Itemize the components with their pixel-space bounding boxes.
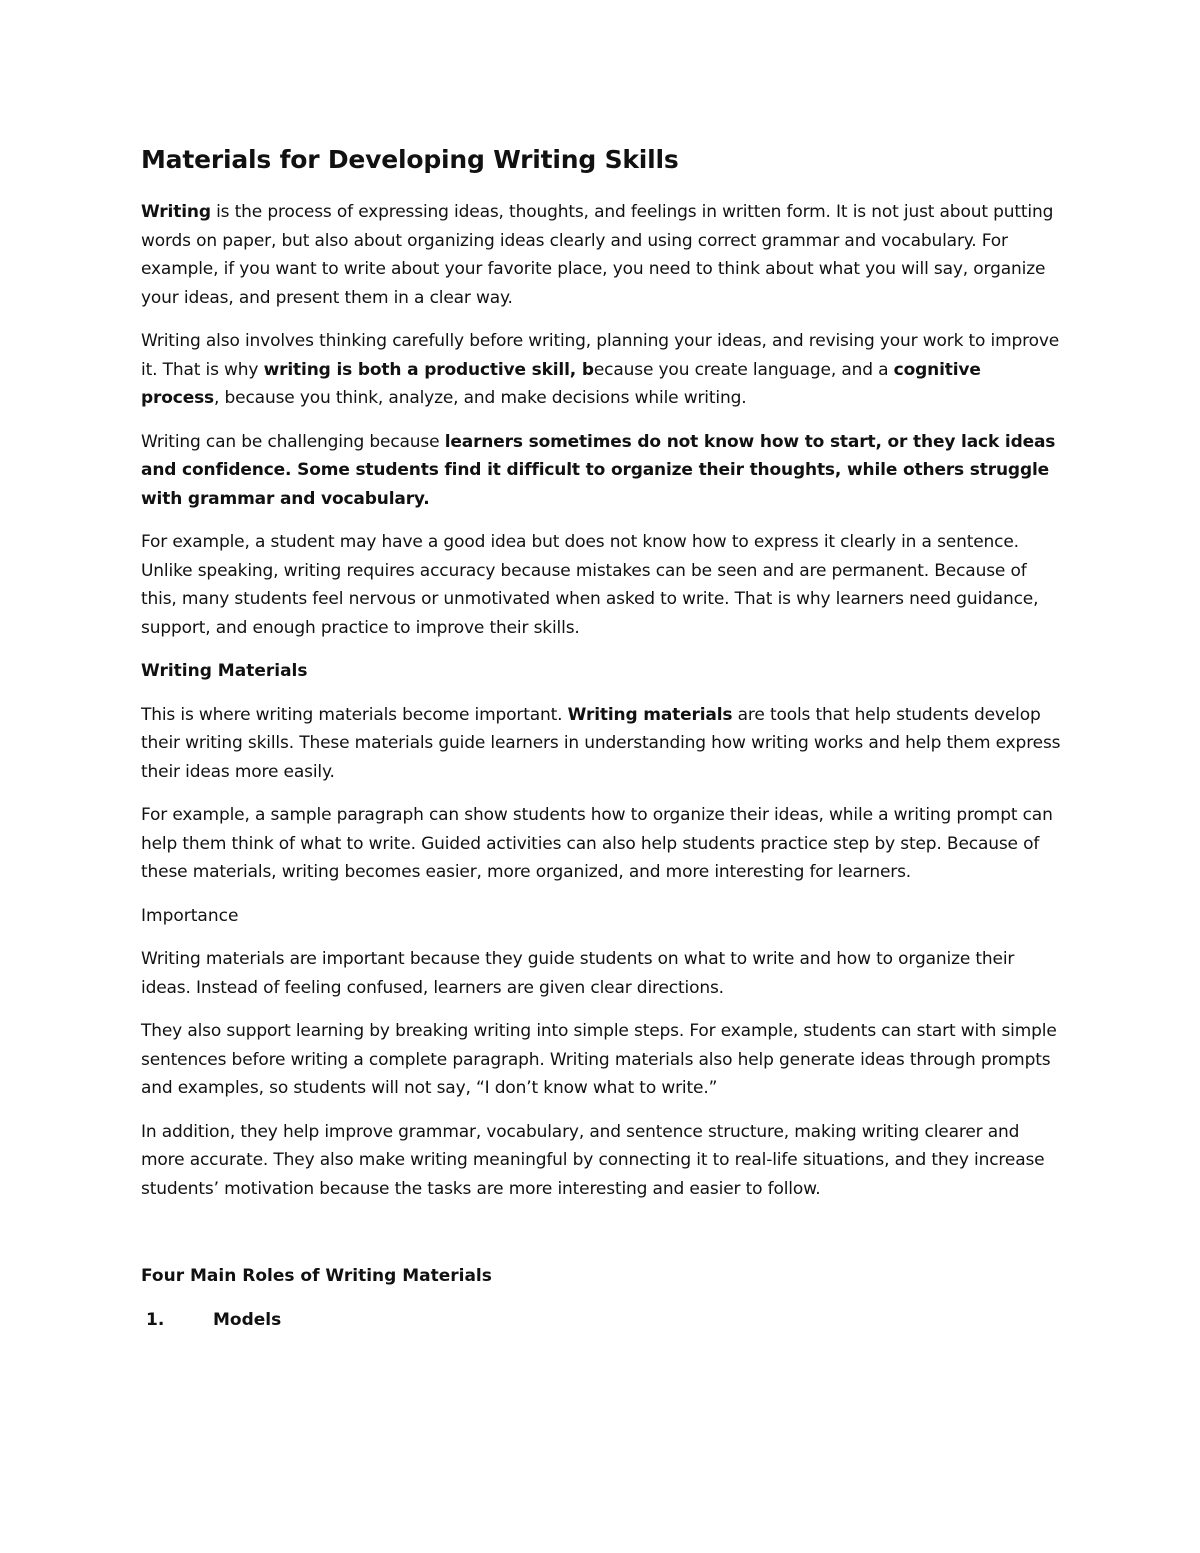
paragraph-importance-guide: Writing materials are important because they guide students on what to write and how to organize their ideas. Instead of feeling confused, learners are given clear directions.: [141, 949, 1015, 998]
paragraph-text: Writing also involves thinking carefully before writing, planning your ideas, and revising your work to improve it. That is why: [141, 331, 1060, 380]
bold-term-writing: Writing: [141, 202, 211, 222]
paragraph-importance-grammar: In addition, they help improve grammar, vocabulary, and sentence structure, making writing clearer and more accurate. They also make writing meaningful by connecting it to real-life situations, and they increase students’ motivation because the tasks are more interesting and easier to follow.: [141, 1121, 1045, 1199]
bold-phrase-productive-skill: writing is both a productive skill, b: [263, 359, 594, 380]
paragraph-example-student: For example, a student may have a good idea but does not know how to express it clearly in a sentence. Unlike speaking, writing requires accuracy because mistakes can be seen and are permanent. Because of this, many students feel nervous or unmotivated when asked to write. That is why learners need guidance, support, and enough practice to improve their skills.: [141, 532, 1039, 638]
paragraph-text: This is where writing materials become important.: [141, 704, 568, 725]
paragraph-text: are tools that help students develop their writing skills. These materials guide learners in understanding how writing works and help them express their ideas more easily.: [141, 704, 1061, 782]
list-item-label: Models: [213, 1309, 282, 1330]
list-number: 1.: [146, 1309, 165, 1330]
bold-term-writing-materials: Writing materials: [567, 704, 733, 725]
paragraph-intro: [141, 198, 1061, 312]
heading-four-main-roles: Four Main Roles of Writing Materials: [141, 1266, 492, 1286]
spacer: [141, 1218, 1061, 1262]
heading-writing-materials: Writing Materials: [141, 661, 308, 681]
paragraph-text: is the process of expressing ideas, thoughts, and feelings in written form. It is not just about putting words on paper, but also about organizing ideas clearly and using correct grammar and vocabulary. For example, if you want to write about your favorite place, you need to think about what you will say, organize your ideas, and present them in a clear way.: [141, 202, 1054, 308]
document-page: [141, 140, 1061, 1334]
page-title: Materials for Developing Writing Skills: [141, 145, 679, 174]
bold-phrase-challenges: learners sometimes do not know how to start, or they lack ideas and confidence. Some students find it difficult to organize their thoughts, while others struggle with grammar and vocabulary.: [141, 431, 1056, 509]
paragraph-productive-skill: [141, 327, 1061, 413]
paragraph-text: , because you think, analyze, and make decisions while writing.: [214, 388, 747, 408]
bold-phrase-cognitive-process: cognitive process: [141, 359, 981, 408]
paragraph-text: ecause you create language, and a: [593, 359, 894, 380]
paragraph-challenging: [141, 428, 1061, 514]
heading-importance: Importance: [141, 905, 239, 926]
paragraph-importance-steps: They also support learning by breaking writing into simple steps. For example, students can start with simple sentences before writing a complete paragraph. Writing materials also help generate ideas through prompts and examples, so students will not say, “I don’t know what to write.”: [141, 1021, 1057, 1098]
paragraph-writing-materials: [141, 701, 1061, 787]
list-item: [141, 1306, 1061, 1335]
paragraph-text: Writing can be challenging because: [141, 431, 445, 452]
paragraph-example-sample: For example, a sample paragraph can show students how to organize their ideas, while a writing prompt can help them think of what to write. Guided activities can also help students practice step by step. Because of these materials, writing becomes easier, more organized, and more interesting for learners.: [141, 805, 1053, 882]
